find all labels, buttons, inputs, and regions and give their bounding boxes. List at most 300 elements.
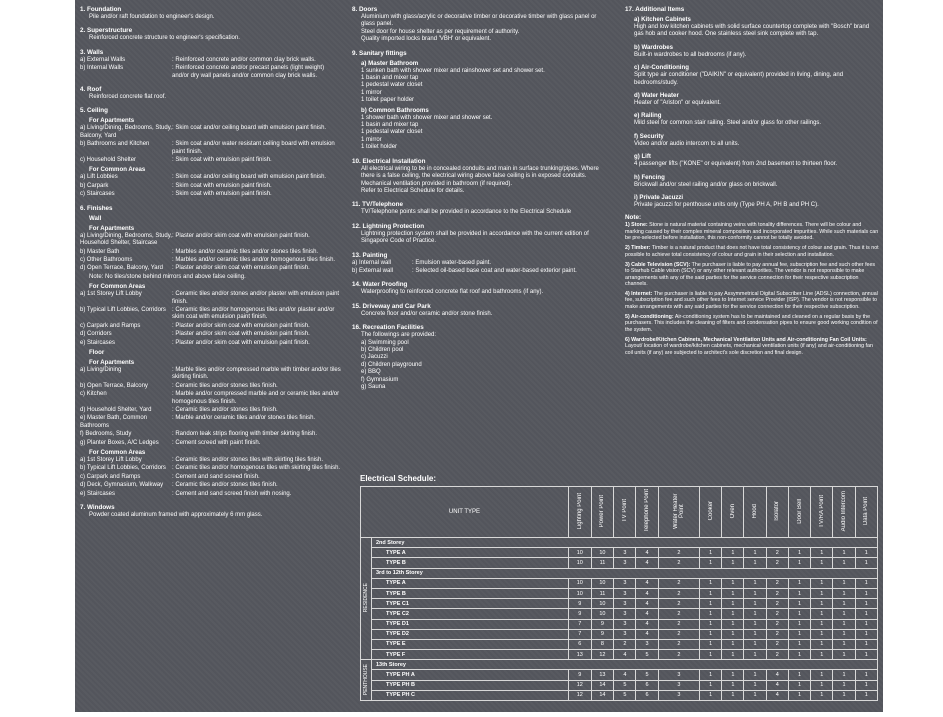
spec-row-label: d) Household Shelter, Yard	[80, 407, 152, 413]
value-cell: 1	[744, 588, 766, 598]
value-cell: 1	[700, 609, 722, 619]
value-cell: 1	[788, 609, 810, 619]
value-cell: 1	[788, 578, 810, 588]
subheading: b) Common Bathrooms	[361, 106, 429, 114]
value-cell: 4	[636, 629, 658, 639]
spec-row-label: a) 1st Storey Lift Lobby	[80, 291, 142, 298]
unit-type-cell: TYPE D1	[372, 619, 569, 629]
spec-row-label: b) External wall	[352, 267, 394, 274]
section-label: PENTHOUSE	[363, 663, 369, 695]
spec-line: b) Children pool	[361, 346, 404, 353]
spec-row	[80, 383, 342, 390]
spec-row	[80, 482, 342, 489]
section-ceiling	[80, 107, 342, 198]
value-cell: 1	[788, 548, 810, 558]
section-title: 10. Electrical Installation	[352, 157, 426, 165]
value-cell: 3	[614, 578, 636, 588]
value-cell: 1	[855, 588, 877, 598]
section-title: 17. Additional Items	[625, 6, 685, 13]
value-cell: 1	[811, 599, 833, 609]
recreation-items	[352, 340, 610, 392]
spec-row	[80, 367, 342, 382]
spec-row-label: a) Living/Dining	[80, 366, 122, 373]
value-cell: 1	[811, 690, 833, 700]
value-cell: 4	[636, 558, 658, 568]
spec-column-1	[80, 6, 342, 525]
value-cell: 2	[658, 629, 699, 639]
value-cell: 1	[700, 558, 722, 568]
column-header-label: TV Point	[621, 499, 628, 523]
note-item	[625, 262, 879, 287]
column-header	[614, 487, 636, 538]
value-cell: 1	[811, 588, 833, 598]
section-title: 16. Recreation Facilities	[352, 324, 424, 332]
column-header-label: Data Point	[863, 496, 870, 526]
value-cell: 1	[833, 629, 855, 639]
item-text: High and low kitchen cabinets with solid surface countertop complete with "Bosch" brand gas hob and cooker hood. One stainless steel sink complete with tap.	[634, 24, 870, 38]
spec-row	[80, 391, 342, 406]
item-heading: d) Water Heater	[634, 92, 679, 100]
column-header	[591, 487, 614, 538]
specification-sheet	[75, 0, 883, 712]
spec-row-value: : Ceramic tiles and/or homogenous tiles with skirting tiles finish.	[172, 465, 342, 472]
note-text: Air-conditioning system has to be maintained and cleaned on a regular basis by the purchasers. This includes the cleaning of filters and condensation pipes to ensure good working condition of the system.	[625, 314, 878, 333]
value-cell: 1	[811, 548, 833, 558]
section-title: 13. Painting	[352, 251, 388, 259]
section-text: Reinforced concrete flat roof.	[89, 94, 167, 101]
value-cell: 1	[744, 609, 766, 619]
value-cell: 1	[811, 558, 833, 568]
value-cell: 1	[833, 609, 855, 619]
note-item	[625, 314, 879, 333]
value-cell: 1	[833, 680, 855, 690]
spec-row-value: : Ceramic tiles and/or stones tiles finish.	[172, 407, 342, 414]
spec-row	[80, 233, 342, 248]
value-cell: 1	[855, 680, 877, 690]
value-cell: 1	[855, 670, 877, 680]
spec-row-value: : Reinforced concrete and/or common clay brick walls.	[172, 57, 342, 64]
unit-type-cell: TYPE C2	[372, 609, 569, 619]
value-cell: 3	[614, 609, 636, 619]
column-header	[568, 487, 591, 538]
note-text: Layout/ location of wardrobe/kitchen cabinets, mechanical ventilation units (if any) and air-conditioning fan coil units (if any) are subjected to architect's sole discretion and final design.	[625, 343, 873, 356]
value-cell: 1	[722, 639, 744, 649]
value-cell: 7	[568, 629, 591, 639]
spec-row	[80, 307, 342, 322]
value-cell: 1	[811, 650, 833, 660]
value-cell: 1	[788, 619, 810, 629]
value-cell: 10	[568, 548, 591, 558]
section-label: RESIDENCE	[363, 583, 369, 613]
wall-apartment-rows	[80, 233, 342, 273]
section-text: Pile and/or raft foundation to engineer's design.	[89, 14, 215, 20]
section-title: 1. Foundation	[80, 6, 122, 13]
value-cell: 10	[591, 609, 614, 619]
item-heading: f) Security	[634, 132, 664, 140]
spec-row-label: a) Living/Dining, Bedrooms, Study, Household Shelter, Staircase	[80, 232, 172, 247]
value-cell: 1	[744, 599, 766, 609]
value-cell: 9	[591, 619, 614, 629]
spec-row	[80, 174, 342, 181]
value-cell: 2	[658, 639, 699, 649]
column-header	[700, 487, 722, 538]
value-cell: 2	[658, 578, 699, 588]
table-row	[361, 680, 878, 690]
value-cell: 1	[788, 650, 810, 660]
spec-row-label: b) Typical Lift Lobbies, Corridors	[80, 306, 166, 313]
spec-row	[352, 268, 610, 275]
spec-row	[80, 431, 342, 438]
subheading: a) Master Bathroom	[361, 59, 419, 67]
additional-item	[625, 64, 879, 87]
value-cell: 13	[568, 650, 591, 660]
value-cell: 1	[811, 609, 833, 619]
section-text: Powder coated aluminum framed with approximately 6 mm glass.	[89, 512, 263, 519]
spec-row-label: a) Living/Dining, Bedrooms, Study, Balcony, Yard	[80, 125, 172, 139]
note-item	[625, 245, 879, 258]
value-cell: 3	[614, 599, 636, 609]
table-row	[361, 650, 878, 660]
value-cell: 1	[855, 619, 877, 629]
value-cell: 9	[568, 599, 591, 609]
value-cell: 4	[636, 619, 658, 629]
value-cell: 1	[722, 650, 744, 660]
section-title: 3. Walls	[80, 48, 104, 56]
spec-row	[80, 491, 342, 498]
value-cell: 1	[700, 588, 722, 598]
spec-row	[80, 257, 342, 264]
unit-type-cell: TYPE PH A	[372, 670, 569, 680]
item-text: Video and/or audio intercom to all units.	[634, 140, 740, 147]
finishes-note: Note: No tiles/stone behind mirrors and above false ceiling.	[89, 273, 246, 280]
value-cell: 2	[766, 629, 788, 639]
spec-row-value: : Skim coat and/or ceiling board with emulsion paint finish.	[172, 174, 342, 181]
group-label: 2nd Storey	[372, 538, 878, 548]
value-cell: 9	[568, 670, 591, 680]
section-superstructure	[80, 27, 342, 42]
spec-line: 1 basin and mixer tap	[361, 122, 419, 129]
value-cell: 1	[811, 629, 833, 639]
value-cell: 2	[658, 609, 699, 619]
value-cell: 1	[744, 639, 766, 649]
value-cell: 1	[811, 670, 833, 680]
note-item	[625, 337, 879, 356]
spec-row-value: : Plaster and/or skim coat with emulsion paint finish.	[172, 265, 342, 272]
subheading: For Common Areas	[89, 449, 146, 457]
section-title: 8. Doors	[352, 6, 378, 13]
master-bath-lines	[352, 68, 610, 105]
note-heading: 6) Wardrobe/Kitchen Cabinets, Mechanical Ventilation Units and Air-conditioning Fan Coil Units:	[625, 336, 867, 343]
spec-row-value: : Skim coat with emulsion paint finish.	[172, 183, 342, 190]
spec-row-label: c) Kitchen	[80, 391, 107, 398]
note-text: The purchaser is liable to pay Assymmetrical Digital Subscriber Line (ADSL) connection, annual fee, subscription fee and such other fees to Internet service Provider (ISP). The vendor is not responsible to make arrangements with any said parties for the service connection for their respective subscription.	[625, 291, 878, 310]
unit-type-cell: TYPE F	[372, 650, 569, 660]
value-cell: 5	[614, 680, 636, 690]
spec-line: Steel door for house shelter as per requirement of authority.	[361, 28, 520, 35]
spec-row-label: b) Carpark	[80, 182, 109, 189]
section-recreation	[352, 324, 610, 391]
unit-type-cell: TYPE A	[372, 548, 569, 558]
spec-column-2	[352, 6, 610, 397]
section-title: 7. Windows	[80, 504, 115, 512]
value-cell: 4	[636, 599, 658, 609]
spec-row-label: a) Internal wall	[352, 259, 392, 266]
value-cell: 4	[614, 670, 636, 680]
value-cell: 3	[614, 588, 636, 598]
value-cell: 1	[833, 599, 855, 609]
spec-row-label: e) Master Bath, Common Bathrooms	[80, 415, 148, 429]
table-row	[361, 619, 878, 629]
value-cell: 1	[744, 558, 766, 568]
floor-common-rows	[80, 457, 342, 498]
group-row	[361, 568, 878, 578]
section-tv	[352, 201, 610, 216]
spec-row-value: : Ceramic tiles and/or homogenous tiles and/or plaster and/or skim coat with emulsion paint finish.	[172, 307, 342, 322]
spec-line: 1 toilet paper holder	[361, 97, 415, 104]
spec-row-label: d) Corridors	[80, 331, 112, 338]
value-cell: 1	[700, 670, 722, 680]
section-text: Waterproofing to reinforced concrete flat roof and bathrooms (if any).	[361, 289, 544, 296]
walls-rows	[80, 57, 342, 80]
column-header	[833, 487, 855, 538]
spec-line: Aluminium with glass/acrylic or decorative timber or decorative timber with glass panel or glass panel.	[361, 14, 597, 28]
spec-row-value: : Plaster and/or skim coat with emulsion paint finish.	[172, 340, 342, 347]
section-title: 9. Sanitary fittings	[352, 49, 407, 57]
note-item	[625, 291, 879, 310]
value-cell: 2	[658, 558, 699, 568]
spec-row	[352, 260, 610, 267]
value-cell: 1	[744, 650, 766, 660]
value-cell: 2	[658, 588, 699, 598]
value-cell: 1	[700, 639, 722, 649]
table-row	[361, 609, 878, 619]
value-cell: 5	[614, 690, 636, 700]
section-lightning	[352, 223, 610, 246]
floor-apartment-rows	[80, 367, 342, 447]
value-cell: 1	[722, 680, 744, 690]
spec-row	[80, 440, 342, 447]
note-label: Note:	[625, 214, 642, 222]
unit-type-cell: TYPE PH C	[372, 690, 569, 700]
value-cell: 2	[658, 599, 699, 609]
value-cell: 10	[591, 599, 614, 609]
value-cell: 12	[591, 650, 614, 660]
value-cell: 8	[591, 639, 614, 649]
section-doors	[352, 6, 610, 44]
subheading: For Common Areas	[89, 283, 146, 291]
section-title: 12. Lightning Protection	[352, 222, 425, 230]
column-header-label: TV/RA Point	[818, 494, 825, 528]
value-cell: 1	[833, 578, 855, 588]
ceiling-common-rows	[80, 174, 342, 198]
note-item	[625, 222, 879, 241]
value-cell: 1	[722, 619, 744, 629]
section-waterproofing	[352, 281, 610, 296]
value-cell: 1	[788, 690, 810, 700]
electrical-lines	[352, 166, 610, 196]
section-windows	[80, 504, 342, 519]
section-walls	[80, 49, 342, 80]
section-text: The followings are provided:	[361, 332, 437, 339]
value-cell: 1	[700, 690, 722, 700]
value-cell: 1	[788, 629, 810, 639]
value-cell: 1	[744, 670, 766, 680]
note-heading: 5) Air-conditioning:	[625, 314, 674, 321]
spec-row-label: d) Deck, Gymnasium, Walkway	[80, 482, 164, 489]
spec-row-value: : Skim coat and/or ceiling board with emulsion paint finish.	[172, 125, 342, 140]
value-cell: 1	[833, 619, 855, 629]
column-header-label: Door Bell	[796, 498, 803, 524]
section-title: 11. TV/Telephone	[352, 201, 403, 209]
spec-row-value: : Marble and/or compressed marble and or ceramic tiles and/or homogenous tiles finish.	[172, 391, 342, 406]
spec-row-label: e) Staircases	[80, 490, 116, 497]
value-cell: 4	[636, 578, 658, 588]
group-label: 13th Storey	[372, 660, 878, 670]
value-cell: 2	[766, 588, 788, 598]
additional-items	[625, 16, 879, 209]
value-cell: 12	[568, 680, 591, 690]
value-cell: 1	[833, 670, 855, 680]
spec-line: f) Gymnasium	[361, 376, 399, 383]
value-cell: 14	[591, 690, 614, 700]
table-row	[361, 629, 878, 639]
subheading-wall: Wall	[89, 214, 102, 222]
additional-item	[625, 16, 879, 39]
value-cell: 2	[766, 578, 788, 588]
value-cell: 13	[591, 670, 614, 680]
value-cell: 1	[744, 619, 766, 629]
value-cell: 2	[766, 639, 788, 649]
value-cell: 12	[568, 690, 591, 700]
value-cell: 1	[700, 650, 722, 660]
spec-line: 1 pedestal water closet	[361, 82, 423, 89]
spec-row	[80, 340, 342, 347]
spec-row	[80, 407, 342, 414]
spec-row-value: : Selected oil-based base coat and water-based exterior paint.	[412, 268, 610, 275]
value-cell: 1	[833, 588, 855, 598]
spec-line: Quality imported locks brand 'VBH' or equivalent.	[361, 36, 492, 43]
value-cell: 1	[811, 578, 833, 588]
spec-row	[80, 125, 342, 140]
column-header-label: Power Point	[599, 494, 606, 528]
value-cell: 1	[744, 629, 766, 639]
group-row	[361, 660, 878, 670]
electrical-schedule	[360, 474, 878, 701]
schedule-table	[360, 486, 878, 701]
column-header	[744, 487, 766, 538]
column-header-label: Oven	[729, 503, 736, 519]
item-heading: e) Railing	[634, 112, 662, 120]
spec-row-value: : Ceramic tiles and/or stones tiles finish.	[172, 383, 342, 390]
value-cell: 2	[766, 650, 788, 660]
value-cell: 1	[700, 619, 722, 629]
section-finishes	[80, 205, 342, 498]
value-cell: 5	[636, 670, 658, 680]
spec-row-value: : Marbles and/or ceramic tiles and/or stones tiles finish.	[172, 249, 342, 256]
section-painting	[352, 252, 610, 276]
item-heading: b) Wardrobes	[634, 43, 674, 51]
unit-type-cell: TYPE D2	[372, 629, 569, 639]
spec-row-value: : Cement and sand screed finish with nosing.	[172, 491, 342, 498]
spec-row-label: a) Lift Lobbies	[80, 174, 118, 181]
ceiling-apartment-rows	[80, 125, 342, 164]
spec-row	[80, 191, 342, 198]
unit-type-cell: TYPE B	[372, 588, 569, 598]
schedule-header-row	[361, 487, 878, 538]
section-driveway	[352, 303, 610, 318]
value-cell: 14	[591, 680, 614, 690]
spec-row	[80, 474, 342, 481]
column-header-label: Telephone Point	[644, 489, 651, 533]
spec-line: 1 shower bath with shower mixer and shower set.	[361, 114, 493, 121]
column-header	[722, 487, 744, 538]
value-cell: 7	[568, 619, 591, 629]
additional-item	[625, 153, 879, 168]
subheading: For Apartments	[89, 224, 135, 232]
item-text: Mild steel for common stair railing. Steel and/or glass for other railings.	[634, 120, 822, 127]
section-title: 14. Water Proofing	[352, 281, 408, 289]
note-text: Timber is a natural product that does not have total consistency of colour and grain. Thus it is not possible to achieve total consistency of colour and grain in their selection and installation.	[625, 245, 879, 258]
note-heading: 2) Timber:	[625, 245, 651, 252]
spec-line: 1 sunken bath with shower mixer and rainshower set and shower set.	[361, 67, 545, 74]
additional-item	[625, 133, 879, 148]
value-cell: 1	[700, 599, 722, 609]
spec-row-label: a) External Walls	[80, 56, 126, 63]
note-text: The purchaser is liable to pay annual fee, subscription fee and such other fees to Starhub Cable vision (SCV) or any other relevant authorities. The vendor is not responsible to make arrangements with any of the said parties for the service connection for their respective subscription channels.	[625, 261, 876, 287]
value-cell: 2	[658, 548, 699, 558]
unit-type-cell: TYPE B	[372, 558, 569, 568]
value-cell: 4	[636, 548, 658, 558]
value-cell: 1	[855, 558, 877, 568]
column-header-label: Cooker	[707, 501, 714, 521]
value-cell: 1	[722, 599, 744, 609]
spec-row-value: : Reinforced concrete and/or precast panels (light weight) and/or dry wall panels and/or common clay brick walls.	[172, 65, 342, 80]
spec-line: All electrical wiring to be in concealed conduits and main in surface trunking/pipes. Where there is a false ceiling, the electrical wiring above false ceiling is in exposed conduits. Mechanical ventilation provided in bathroom (if required).	[361, 165, 599, 187]
spec-row-label: e) Staircases	[80, 339, 116, 346]
value-cell: 1	[788, 639, 810, 649]
spec-row-value: : Skim coat with emulsion paint finish.	[172, 191, 342, 198]
painting-rows	[352, 260, 610, 276]
spec-row-value: : Ceramic tiles and/or stones tiles with skirting tiles finish.	[172, 457, 342, 464]
spec-row-value: : Cement screed with paint finish.	[172, 440, 342, 447]
spec-row	[80, 415, 342, 430]
spec-line: g) Sauna	[361, 384, 386, 390]
value-cell: 1	[855, 609, 877, 619]
value-cell: 1	[700, 680, 722, 690]
section-sanitary	[352, 50, 610, 152]
spec-row-label: c) Carpark and Ramps	[80, 322, 141, 329]
table-row	[361, 578, 878, 588]
column-header-label: Hood	[752, 503, 759, 519]
common-bath-lines	[352, 115, 610, 152]
spec-row	[80, 183, 342, 190]
schedule-title: Electrical Schedule:	[360, 474, 437, 483]
spec-row	[80, 323, 342, 330]
value-cell: 1	[722, 690, 744, 700]
spec-row	[80, 291, 342, 306]
value-cell: 3	[614, 629, 636, 639]
section-roof	[80, 86, 342, 101]
value-cell: 2	[766, 619, 788, 629]
spec-line: 1 mirror	[361, 136, 382, 143]
value-cell: 6	[636, 690, 658, 700]
table-row	[361, 548, 878, 558]
note-heading: 1) Stone:	[625, 222, 648, 229]
schedule-body	[361, 538, 878, 701]
value-cell: 1	[833, 650, 855, 660]
section-label-cell	[361, 538, 372, 660]
value-cell: 1	[855, 690, 877, 700]
